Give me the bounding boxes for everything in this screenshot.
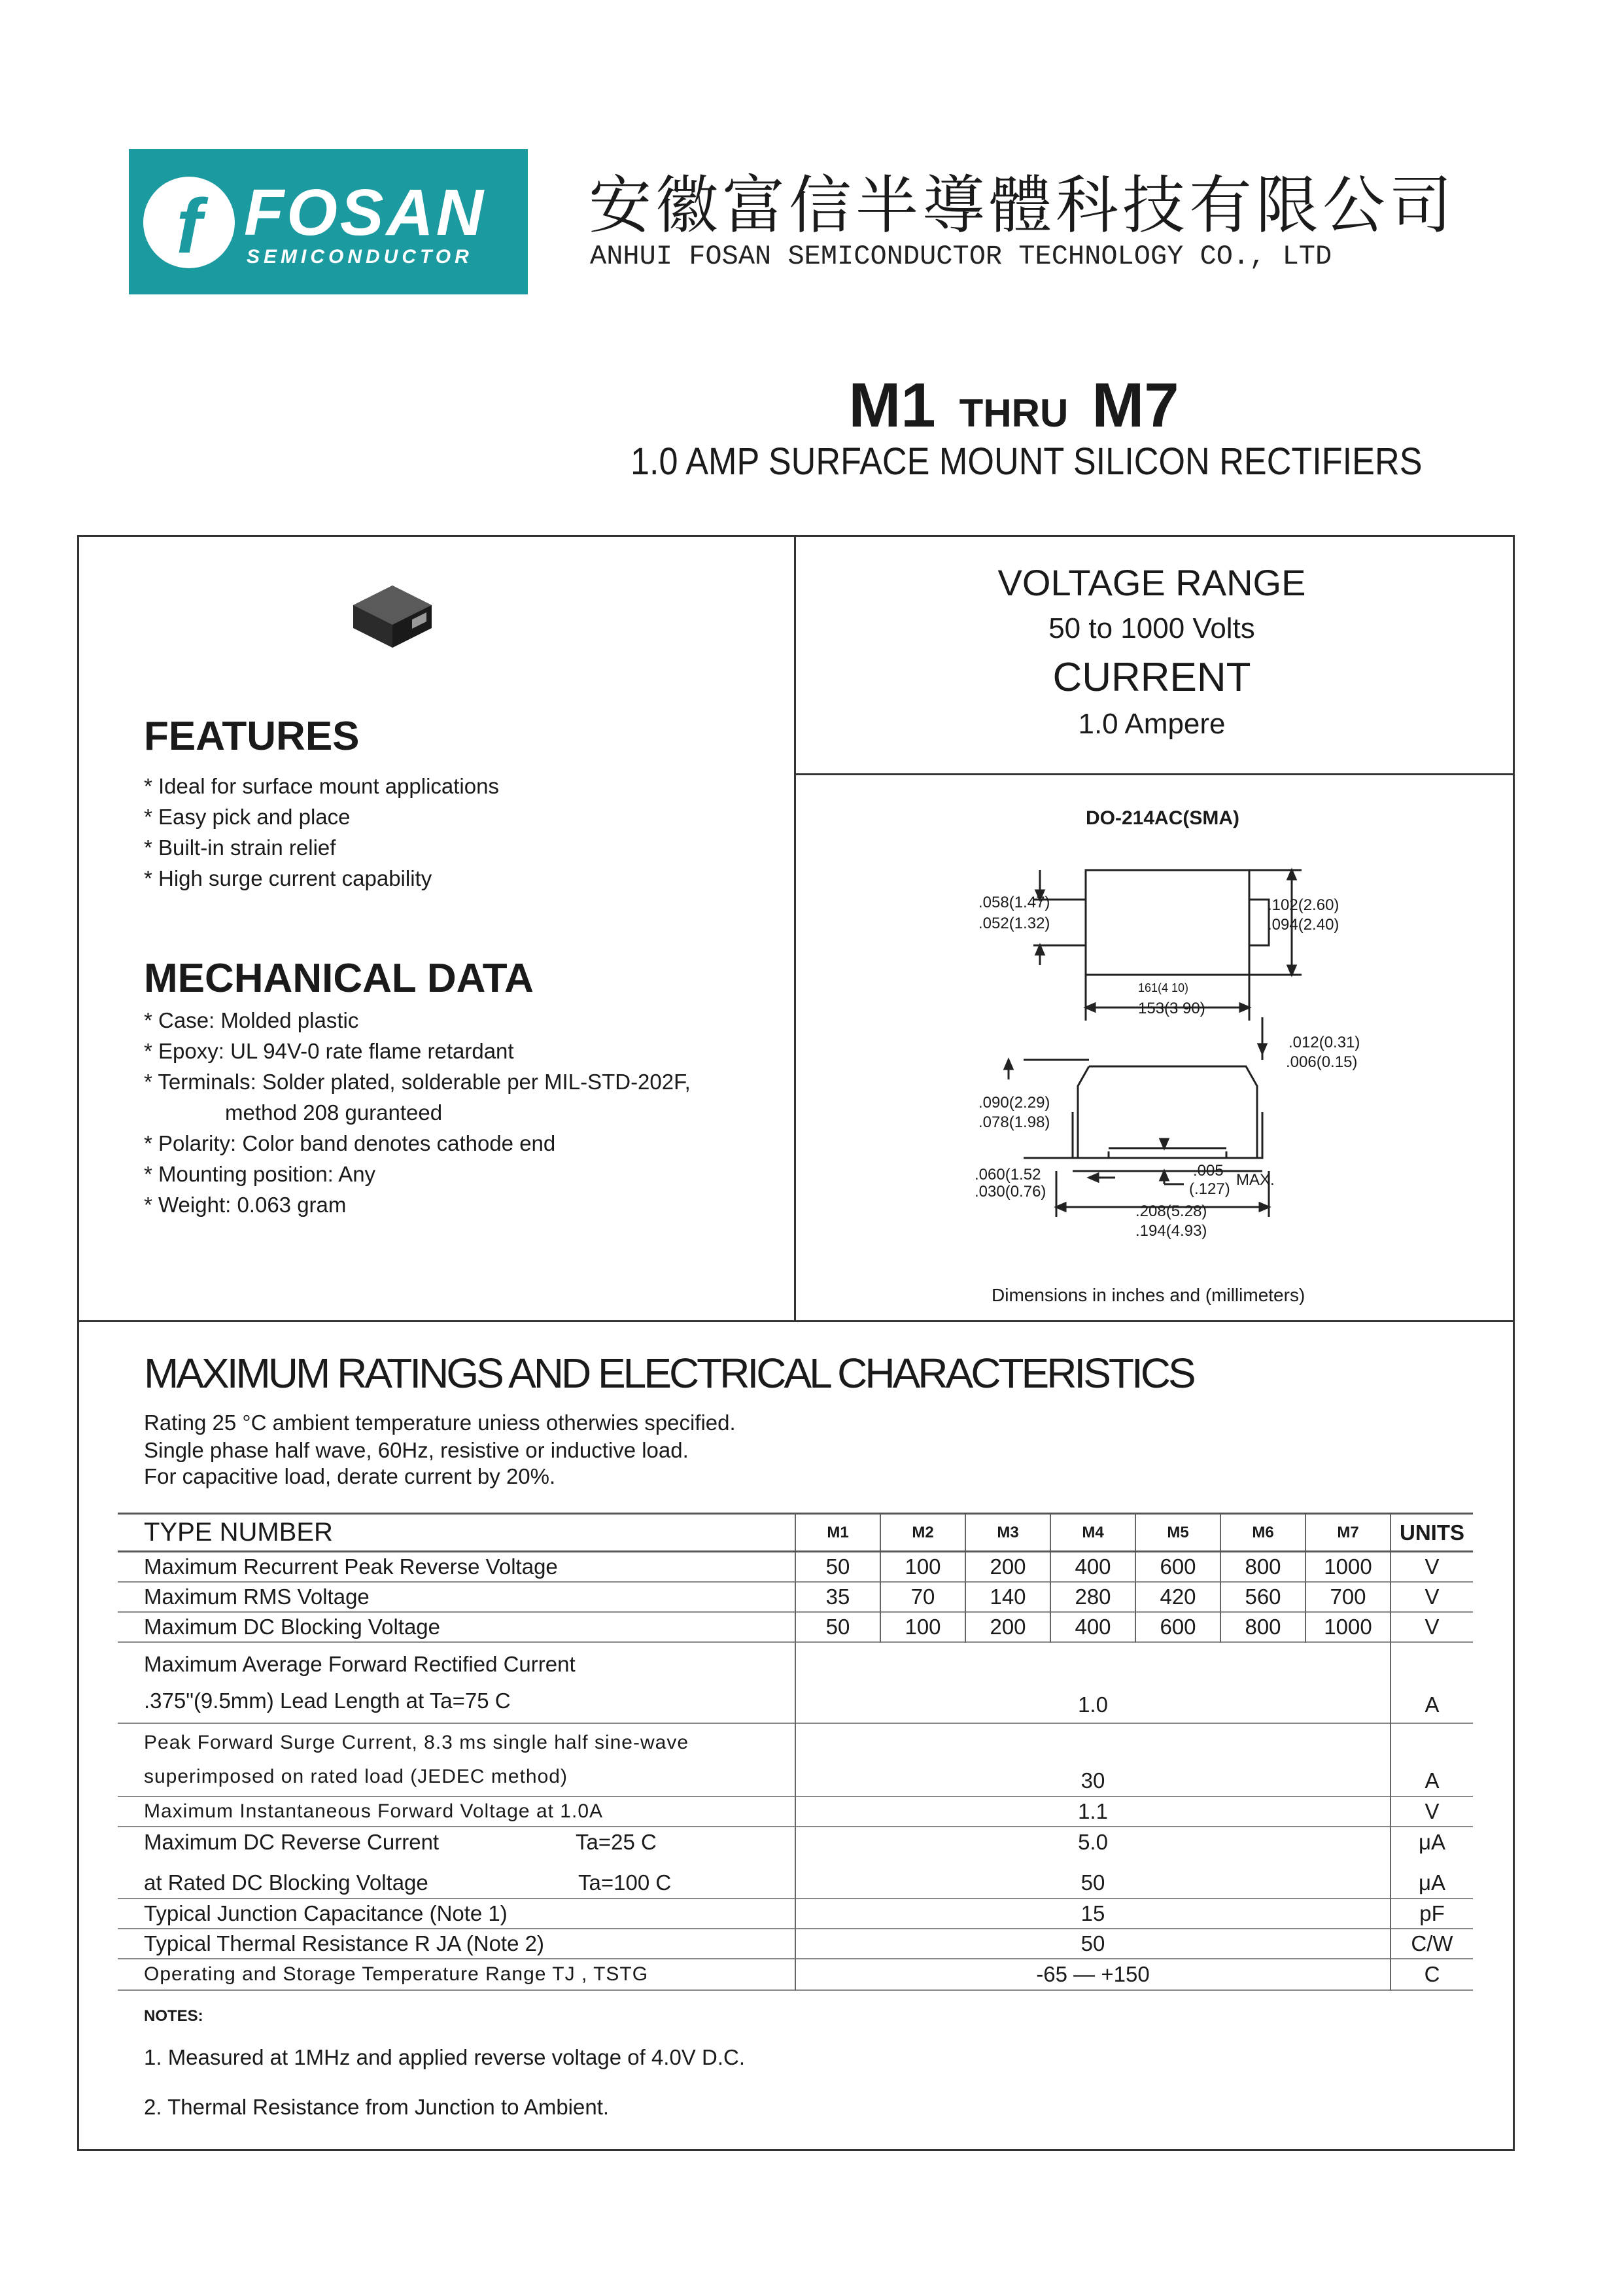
value-cell: 1000 <box>1305 1552 1391 1582</box>
unit-cell: C <box>1391 1959 1473 1990</box>
list-item: * Built-in strain relief <box>144 835 336 860</box>
value-cell: 700 <box>1305 1582 1391 1612</box>
dim-label: 161(4 10) <box>1138 981 1189 994</box>
company-name-cn: 安徽富信半導體科技有限公司 <box>589 169 1456 242</box>
list-item: method 208 guranteed <box>225 1100 443 1125</box>
model-header: M3 <box>965 1514 1050 1552</box>
value-cell: 100 <box>880 1552 965 1582</box>
unit-cell: A <box>1391 1723 1473 1796</box>
note-item: 1. Measured at 1MHz and applied reverse voltage of 4.0V D.C. <box>144 2045 745 2069</box>
param-line: Peak Forward Surge Current, 8.3 ms single half sine-wave <box>144 1731 689 1753</box>
table-row <box>118 1582 1473 1612</box>
param-cell <box>118 1642 795 1723</box>
model-header: M6 <box>1220 1514 1305 1552</box>
rating-condition: For capacitive load, derate current by 20%. <box>144 1464 556 1488</box>
param-condition: Ta=100 C <box>578 1870 672 1895</box>
unit-cell: pF <box>1391 1899 1473 1929</box>
page-subtitle: 1.0 AMP SURFACE MOUNT SILICON RECTIFIERS <box>631 440 1423 483</box>
dim-label: .012(0.31) <box>1288 1034 1360 1051</box>
chip-package-icon <box>347 579 438 651</box>
unit-cell: A <box>1391 1642 1473 1723</box>
part-to: M7 <box>1092 370 1179 440</box>
box-divider <box>794 773 1515 775</box>
voltage-heading: VOLTAGE RANGE <box>997 562 1306 603</box>
dim-label: .102(2.60) <box>1268 896 1339 914</box>
unit-cell: V <box>1391 1796 1473 1827</box>
current-heading: CURRENT <box>1052 655 1251 700</box>
value-cell: 50 <box>795 1929 1391 1959</box>
value-cell: 1.1 <box>795 1796 1391 1827</box>
value-cell: 800 <box>1220 1552 1305 1582</box>
rating-condition: Rating 25 °C ambient temperature uniess otherwies specified. <box>144 1410 736 1435</box>
param-line <box>144 1870 789 1895</box>
features-list <box>144 771 499 894</box>
value-cell: -65 — +150 <box>795 1959 1391 1990</box>
table-row <box>118 1959 1473 1990</box>
value-cell: 50 <box>795 1612 880 1642</box>
ratings-table <box>118 1513 1473 1991</box>
value-cell: 400 <box>1050 1612 1135 1642</box>
table-row <box>118 1929 1473 1959</box>
package-name: DO-214AC(SMA) <box>1086 807 1240 829</box>
page-title <box>0 370 1624 442</box>
model-header: M2 <box>880 1514 965 1552</box>
param-cell: Typical Junction Capacitance (Note 1) <box>144 1901 508 1925</box>
value-cell: 420 <box>1135 1582 1220 1612</box>
list-item: * Weight: 0.063 gram <box>144 1193 347 1217</box>
value-line: 5.0 <box>1078 1829 1108 1854</box>
dim-label: .208(5.28) <box>1135 1202 1207 1220</box>
unit-cell <box>1391 1827 1473 1899</box>
param-text: Maximum DC Reverse Current <box>144 1829 440 1854</box>
param-cell <box>118 1723 795 1796</box>
unit-cell: V <box>1391 1552 1473 1582</box>
list-item: * Terminals: Solder plated, solderable per MIL-STD-202F, <box>144 1070 691 1094</box>
dim-label: .094(2.40) <box>1268 916 1339 934</box>
dim-label: .005 <box>1193 1162 1224 1180</box>
value-cell: 50 <box>795 1552 880 1582</box>
table-row <box>118 1723 1473 1796</box>
mechanical-list <box>144 1005 691 1220</box>
company-name-en: ANHUI FOSAN SEMICONDUCTOR TECHNOLOGY CO., LTD <box>590 241 1332 272</box>
param-cell: Operating and Storage Temperature Range TJ , TSTG <box>144 1963 649 1985</box>
ratings-heading: MAXIMUM RATINGS AND ELECTRICAL CHARACTERISTICS <box>144 1350 1194 1397</box>
value-cell: 600 <box>1135 1612 1220 1642</box>
value-cell: 280 <box>1050 1582 1135 1612</box>
list-item: * Case: Molded plastic <box>144 1008 359 1032</box>
value-cell: 200 <box>965 1552 1050 1582</box>
note-item: 2. Thermal Resistance from Junction to Ambient. <box>144 2095 610 2119</box>
value-cell: 200 <box>965 1612 1050 1642</box>
value-cell: 100 <box>880 1612 965 1642</box>
list-item: * Polarity: Color band denotes cathode end <box>144 1131 556 1155</box>
table-header-row <box>118 1514 1473 1552</box>
dim-label: (.127) <box>1189 1180 1230 1198</box>
mechanical-heading: MECHANICAL DATA <box>144 956 534 1001</box>
notes-heading: NOTES: <box>144 2007 203 2025</box>
model-header: M4 <box>1050 1514 1135 1552</box>
section-divider <box>77 1320 1515 1322</box>
list-item: * Ideal for surface mount applications <box>144 774 499 798</box>
unit-line: μA <box>1418 1870 1446 1895</box>
list-item: * Mounting position: Any <box>144 1162 376 1186</box>
value-cell: 1000 <box>1305 1612 1391 1642</box>
value-cell: 400 <box>1050 1552 1135 1582</box>
param-cell: Maximum RMS Voltage <box>144 1584 370 1609</box>
dim-label: .030(0.76) <box>975 1183 1046 1200</box>
param-cell <box>118 1827 795 1899</box>
list-item: * Easy pick and place <box>144 805 351 829</box>
logo-brand: FOSAN <box>244 176 486 249</box>
list-item: * Epoxy: UL 94V-0 rate flame retardant <box>144 1039 514 1063</box>
model-header: M1 <box>795 1514 880 1552</box>
value-cell: 800 <box>1220 1612 1305 1642</box>
table-row <box>118 1796 1473 1827</box>
part-from: M1 <box>848 370 936 440</box>
value-cell: 140 <box>965 1582 1050 1612</box>
param-line: Maximum Average Forward Rectified Current <box>144 1651 576 1676</box>
thru-label: THRU <box>959 391 1069 435</box>
unit-cell: C/W <box>1391 1929 1473 1959</box>
table-row <box>118 1899 1473 1929</box>
value-cell: 70 <box>880 1582 965 1612</box>
table-row <box>118 1827 1473 1899</box>
rating-condition: Single phase half wave, 60Hz, resistive or inductive load. <box>144 1438 689 1462</box>
unit-line: μA <box>1418 1829 1446 1854</box>
dim-label: .058(1.47) <box>978 894 1050 911</box>
list-item: * High surge current capability <box>144 866 432 890</box>
value-cell: 1.0 <box>795 1642 1391 1723</box>
company-logo <box>129 149 528 294</box>
voltage-value: 50 to 1000 Volts <box>1048 612 1255 644</box>
type-number-header: TYPE NUMBER <box>144 1518 333 1547</box>
param-line <box>144 1830 789 1855</box>
param-text: at Rated DC Blocking Voltage <box>144 1870 428 1895</box>
param-condition: Ta=25 C <box>576 1829 657 1854</box>
param-line: .375"(9.5mm) Lead Length at Ta=75 C <box>144 1688 511 1713</box>
dim-label: MAX. <box>1236 1171 1275 1189</box>
param-line: superimposed on rated load (JEDEC method) <box>144 1765 568 1787</box>
value-cell: 560 <box>1220 1582 1305 1612</box>
value-cell: 30 <box>795 1723 1391 1796</box>
features-heading: FEATURES <box>144 714 360 759</box>
value-cell: 35 <box>795 1582 880 1612</box>
unit-cell: V <box>1391 1612 1473 1642</box>
column-divider <box>794 535 796 1322</box>
param-cell: Maximum Recurrent Peak Reverse Voltage <box>144 1554 558 1579</box>
dim-label: .006(0.15) <box>1286 1053 1358 1071</box>
dim-label: .090(2.29) <box>978 1094 1050 1112</box>
dim-label: .194(4.93) <box>1135 1222 1207 1240</box>
value-cell: 600 <box>1135 1552 1220 1582</box>
unit-cell: V <box>1391 1582 1473 1612</box>
model-header: M7 <box>1305 1514 1391 1552</box>
units-header: UNITS <box>1391 1514 1473 1552</box>
param-cell: Maximum Instantaneous Forward Voltage at 1.0A <box>144 1800 604 1822</box>
dim-label: .078(1.98) <box>978 1113 1050 1131</box>
model-header: M5 <box>1135 1514 1220 1552</box>
param-cell: Maximum DC Blocking Voltage <box>144 1614 441 1639</box>
value-cell: 15 <box>795 1899 1391 1929</box>
current-value: 1.0 Ampere <box>1078 708 1226 740</box>
table-row <box>118 1552 1473 1582</box>
dim-label: 153(3 90) <box>1138 1000 1205 1017</box>
dimensions-caption: Dimensions in inches and (millimeters) <box>992 1285 1305 1305</box>
value-cell <box>795 1827 1391 1899</box>
value-line: 50 <box>1080 1870 1105 1895</box>
param-cell: Typical Thermal Resistance R JA (Note 2) <box>144 1931 544 1955</box>
table-row <box>118 1642 1473 1723</box>
dim-label: .060(1.52 <box>975 1166 1041 1183</box>
logo-sub: SEMICONDUCTOR <box>247 246 473 268</box>
logo-mark-icon: f <box>143 177 235 268</box>
dim-label: .052(1.32) <box>978 915 1050 932</box>
table-row <box>118 1612 1473 1642</box>
